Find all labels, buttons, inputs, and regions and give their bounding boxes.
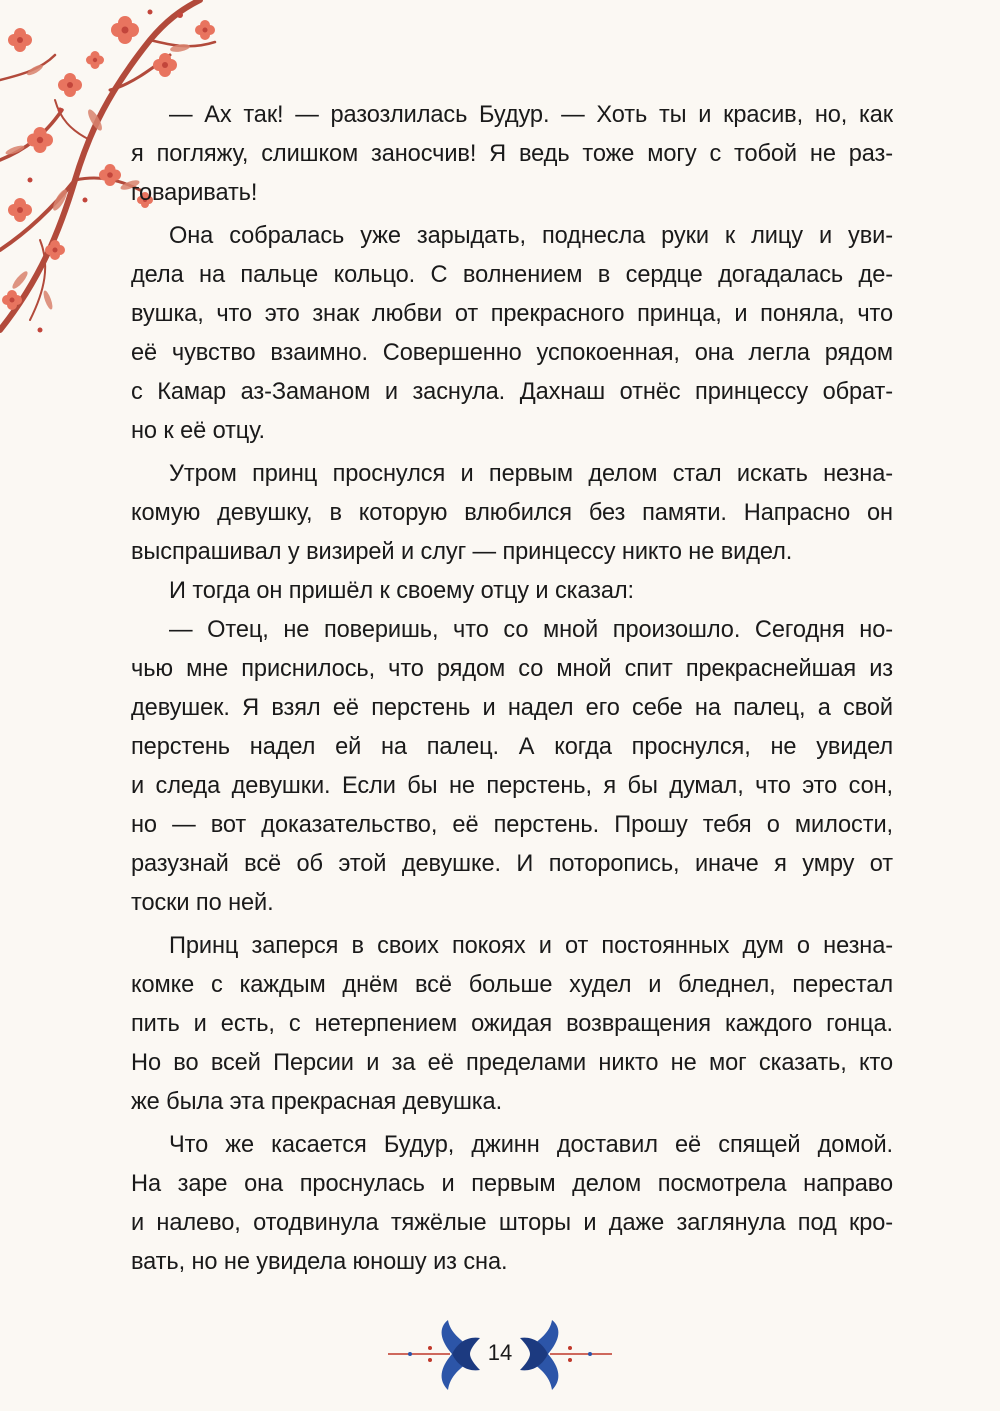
text-line: и следа девушки. Если бы не перстень, я бы думал, что это сон, <box>131 773 893 799</box>
text-line: перстень надел ей на палец. А когда проснулся, не увидел <box>131 734 893 760</box>
text-line: но — вот доказательство, её перстень. Прошу тебя о милости, <box>131 812 893 838</box>
text-line: И тогда он пришёл к своему отцу и сказал: <box>169 578 635 604</box>
text-line: и налево, отодвинула тяжёлые шторы и даже заглянула под кро- <box>131 1210 893 1236</box>
text-line: Принц заперся в своих покоях и от постоянных дум о незна- <box>169 933 893 959</box>
text-line: тоски по ней. <box>131 890 274 916</box>
text-line: дела на пальце кольцо. С волнением в сердце догадалась де- <box>131 262 893 288</box>
text-line: чью мне приснилось, что рядом со мной спит прекраснейшая из <box>131 656 893 682</box>
text-line: Что же касается Будур, джинн доставил её спящей домой. <box>169 1132 893 1158</box>
text-line: — Ах так! — разозлилась Будур. — Хоть ты и красив, но, как <box>169 102 893 128</box>
paragraph <box>131 611 893 923</box>
text-line: пить и есть, с нетерпением ожидая возвращения каждого гонца. <box>131 1011 893 1037</box>
text-line: На заре она проснулась и первым делом посмотрела направо <box>131 1171 893 1197</box>
text-line: её чувство взаимно. Совершенно успокоенная, она легла рядом <box>131 340 893 366</box>
text-line: вать, но не увидела юношу из сна. <box>131 1249 508 1275</box>
paragraph <box>131 927 893 1122</box>
text-line: но к её отцу. <box>131 418 265 444</box>
paragraph <box>131 1126 893 1282</box>
text-line: я погляжу, слишком заносчив! Я ведь тоже могу с тобой не раз- <box>131 141 893 167</box>
text-line: разузнай всё об этой девушке. И поторопись, иначе я умру от <box>131 851 893 877</box>
body-text <box>131 96 893 1282</box>
text-line: выспрашивал у визирей и слуг — принцессу никто не видел. <box>131 539 793 565</box>
text-line: говаривать! <box>131 180 258 206</box>
text-line: комую девушку, в которую влюбился без памяти. Напрасно он <box>131 500 893 526</box>
paragraph <box>131 572 893 611</box>
paragraph <box>131 96 893 213</box>
right-flourish-icon <box>520 1320 612 1390</box>
left-flourish-icon <box>388 1320 480 1390</box>
text-line: вушка, что это знак любви от прекрасного принца, и поняла, что <box>131 301 893 327</box>
text-line: Но во всей Персии и за её пределами никто не мог сказать, кто <box>131 1050 893 1076</box>
page-number: 14 <box>487 1340 513 1365</box>
text-line: Она собралась уже зарыдать, поднесла руки к лицу и уви- <box>169 223 893 249</box>
text-line: с Камар аз-Заманом и заснула. Дахнаш отнёс принцессу обрат- <box>131 379 893 405</box>
paragraph <box>131 455 893 572</box>
text-line: — Отец, не поверишь, что со мной произошло. Сегодня но- <box>169 617 893 643</box>
text-line: же была эта прекрасная девушка. <box>131 1089 503 1115</box>
text-line: девушек. Я взял её перстень и надел его себе на палец, а свой <box>131 695 893 721</box>
text-line: комке с каждым днём всё больше худел и бледнел, перестал <box>131 972 893 998</box>
paragraph <box>131 217 893 451</box>
text-line: Утром принц проснулся и первым делом стал искать незна- <box>169 461 893 487</box>
